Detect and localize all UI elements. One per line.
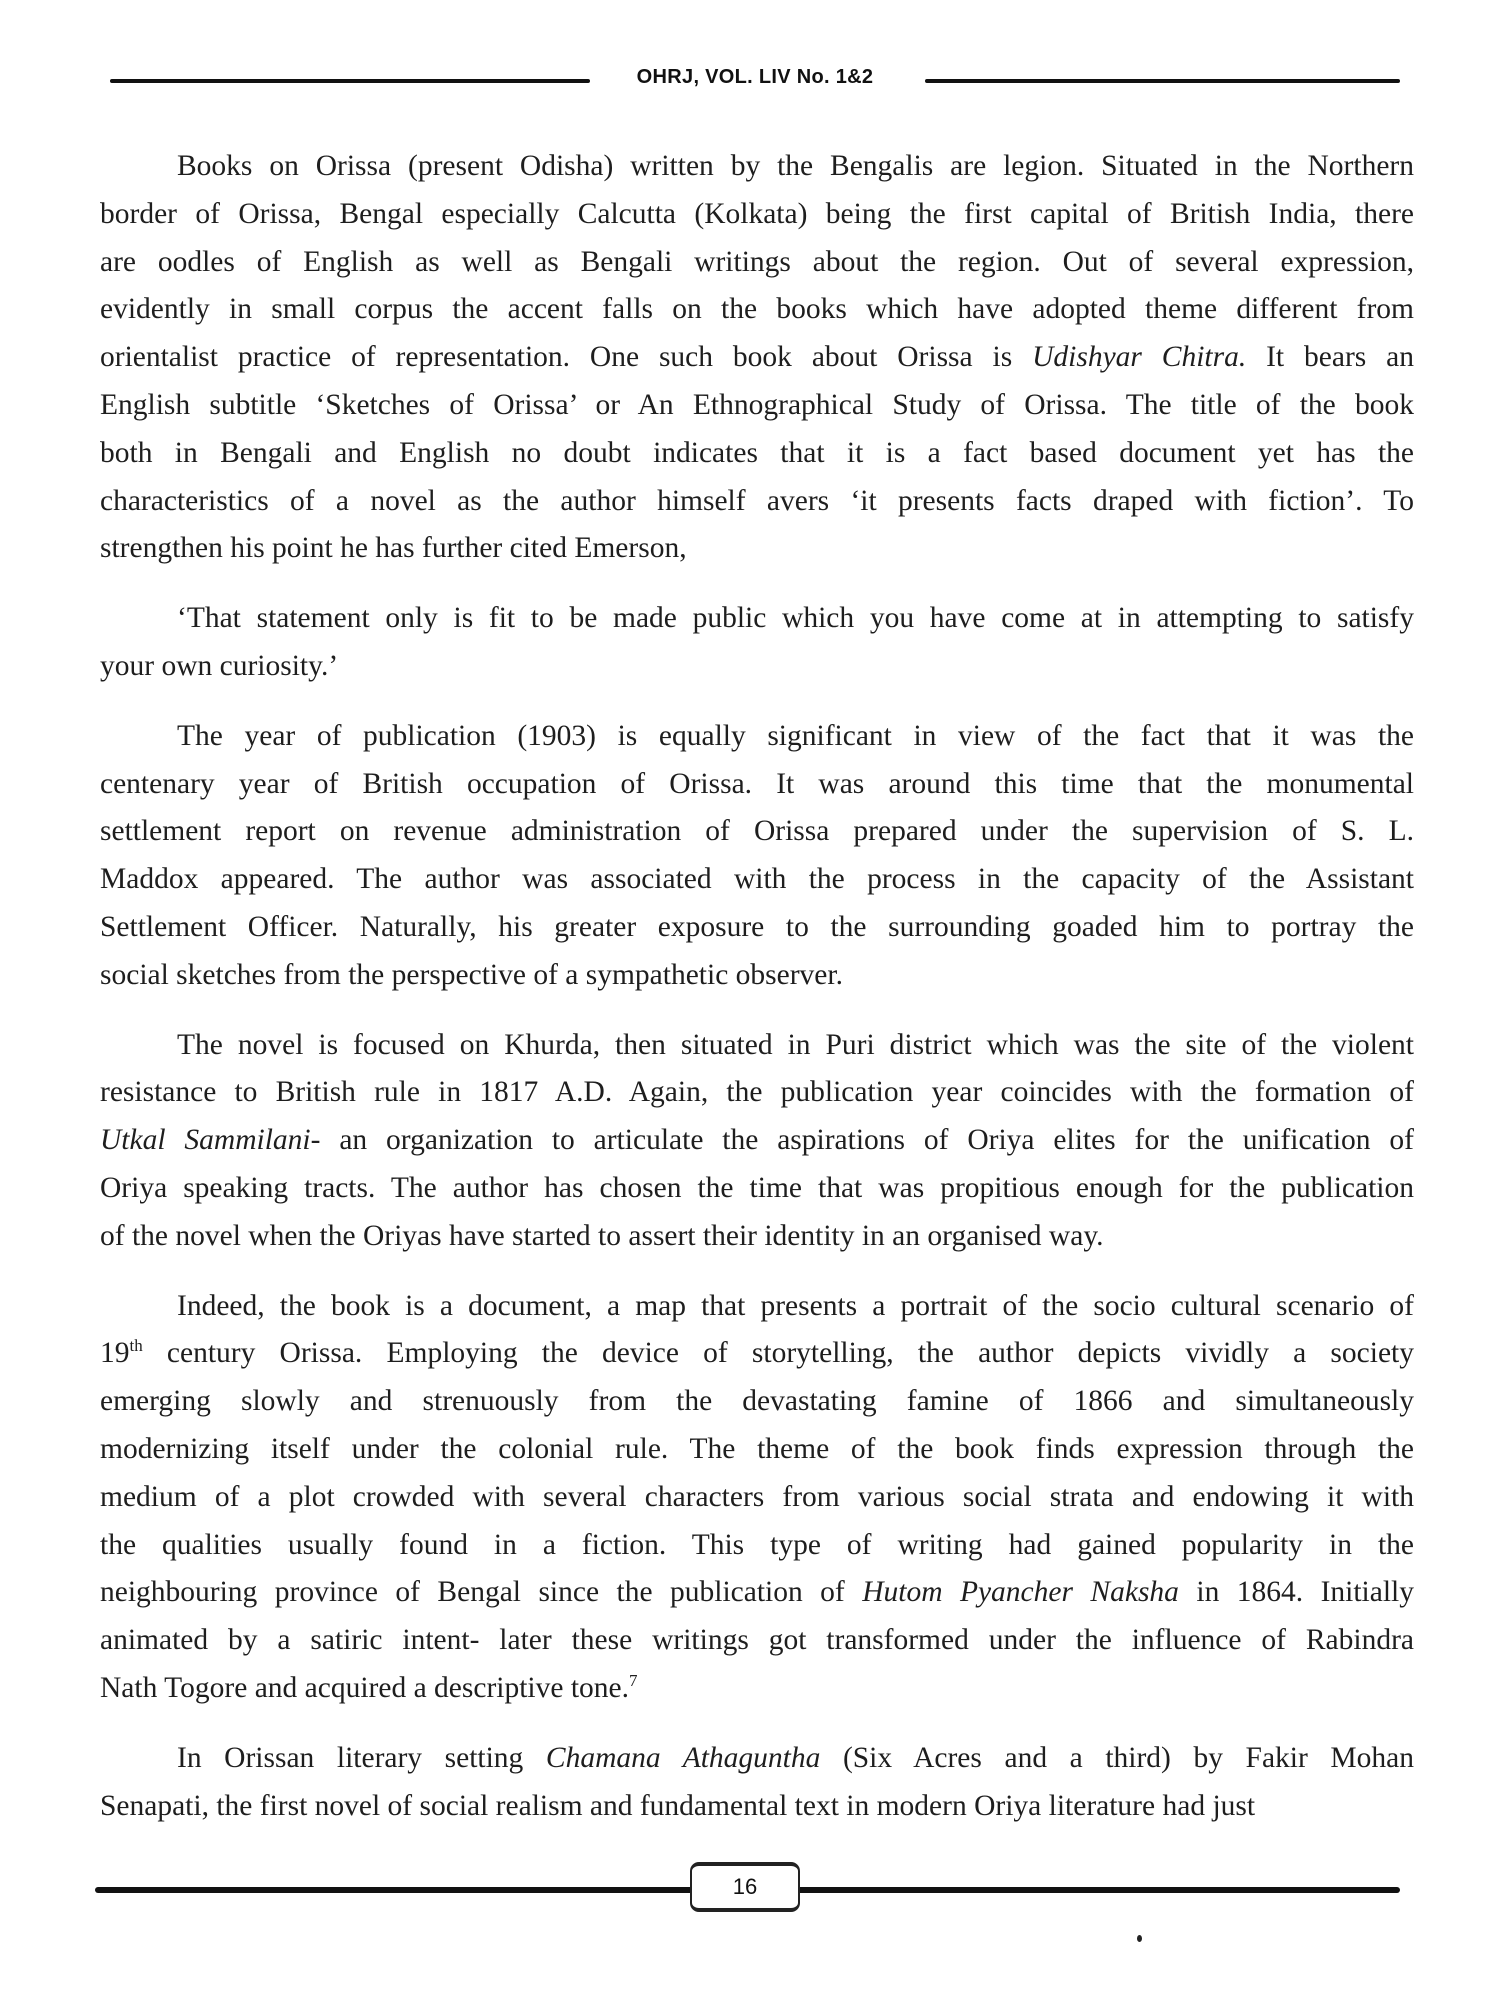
text-run: evidently in small corpus the accent falls on the books which have adopted theme different from: [100, 293, 1414, 326]
text-run: (Six Acres and a third) by Fakir Mohan: [820, 1741, 1414, 1774]
text-line: [100, 1426, 1414, 1474]
text-run: orientalist practice of representation. One such book about Orissa is: [100, 341, 1033, 374]
text-run: modernizing itself under the colonial rule. The theme of the book finds expression through the: [100, 1432, 1414, 1465]
text-run: The novel is focused on Khurda, then situated in Puri district which was the site of the violent: [177, 1028, 1414, 1061]
text-run: are oodles of English as well as Bengali writings about the region. Out of several expression,: [100, 245, 1414, 278]
text-line: [100, 904, 1414, 952]
text-line: [100, 191, 1414, 239]
superscript: 7: [629, 1671, 638, 1691]
text-line: [100, 856, 1414, 904]
italic-title: Udishyar Chitra.: [1032, 341, 1247, 374]
text-line: [100, 143, 1414, 191]
article-body: [100, 143, 1414, 1852]
text-run: both in Bengali and English no doubt indicates that it is a fact based document yet has the: [100, 436, 1414, 469]
text-run: Senapati, the first novel of social realism and fundamental text in modern Oriya literature had just: [100, 1789, 1256, 1822]
paragraph: [100, 143, 1414, 573]
text-line: [100, 478, 1414, 526]
text-line: [100, 808, 1414, 856]
footer-rule-left: [95, 1887, 695, 1893]
text-line: [100, 430, 1414, 478]
italic-title: Chamana Athaguntha: [545, 1741, 821, 1774]
footer-rule-right: [795, 1887, 1400, 1893]
text-line: [100, 1522, 1414, 1570]
text-run: medium of a plot crowded with several characters from various social strata and endowing it with: [100, 1480, 1414, 1513]
header-rule-left: [110, 79, 590, 83]
text-run: The year of publication (1903) is equally significant in view of the fact that it was the: [177, 719, 1414, 752]
text-run: centenary year of British occupation of Orissa. It was around this time that the monumental: [100, 767, 1414, 800]
text-line: [100, 1378, 1414, 1426]
text-run: strengthen his point he has further cited Emerson,: [100, 532, 687, 565]
text-line: [100, 1117, 1414, 1165]
text-run: border of Orissa, Bengal especially Calcutta (Kolkata) being the first capital of British India, there: [100, 197, 1414, 230]
text-line: [100, 1617, 1414, 1665]
text-line: [100, 643, 1414, 691]
text-run: neighbouring province of Bengal since the publication of: [100, 1576, 863, 1609]
italic-title: Utkal Sammilani: [100, 1124, 311, 1157]
text-run: In Orissan literary setting: [177, 1741, 546, 1774]
text-line: [100, 286, 1414, 334]
text-line: [100, 1665, 1414, 1713]
text-run: your own curiosity.’: [100, 649, 339, 682]
text-run: English subtitle ‘Sketches of Orissa’ or An Ethnographical Study of Orissa. The title of the book: [100, 388, 1414, 421]
text-line: [100, 1213, 1414, 1261]
text-run: social sketches from the perspective of a sympathetic observer.: [100, 958, 843, 991]
text-run: century Orissa. Employing the device of storytelling, the author depicts vividly a society: [142, 1337, 1414, 1370]
text-line: [100, 1735, 1414, 1783]
running-header: OHRJ, VOL. LIV No. 1&2: [636, 66, 874, 88]
text-line: [100, 1165, 1414, 1213]
text-run: the qualities usually found in a fiction. This type of writing had gained popularity in the: [100, 1528, 1414, 1561]
paragraph: [100, 1022, 1414, 1261]
header-rule-right: [925, 79, 1400, 83]
text-run: ‘That statement only is fit to be made public which you have come at in attempting to satisfy: [177, 602, 1414, 635]
text-line: [100, 595, 1414, 643]
text-run: Oriya speaking tracts. The author has chosen the time that was propitious enough for the publication: [100, 1171, 1414, 1204]
paragraph: [100, 713, 1414, 1000]
text-line: [100, 952, 1414, 1000]
text-run: Nath Togore and acquired a descriptive tone.: [100, 1671, 630, 1704]
text-line: [100, 1022, 1414, 1070]
text-line: [100, 1283, 1414, 1331]
text-run: resistance to British rule in 1817 A.D. Again, the publication year coincides with the formation of: [100, 1076, 1414, 1109]
text-line: [100, 382, 1414, 430]
text-run: Indeed, the book is a document, a map that presents a portrait of the socio cultural scenario of: [177, 1289, 1414, 1322]
page-number: 16: [690, 1862, 800, 1912]
text-run: of the novel when the Oriyas have started to assert their identity in an organised way.: [100, 1219, 1104, 1252]
text-line: [100, 713, 1414, 761]
text-run: in 1864. Initially: [1178, 1576, 1414, 1609]
text-run: - an organization to articulate the aspirations of Oriya elites for the unification of: [310, 1124, 1414, 1157]
text-run: animated by a satiric intent- later these writings got transformed under the influence of Rabindra: [100, 1624, 1414, 1657]
superscript: th: [129, 1336, 143, 1356]
text-run: settlement report on revenue administration of Orissa prepared under the supervision of S. L.: [100, 815, 1414, 848]
text-line: [100, 334, 1414, 382]
text-line: [100, 1330, 1414, 1378]
text-run: emerging slowly and strenuously from the devastating famine of 1866 and simultaneously: [100, 1385, 1414, 1418]
text-run: Maddox appeared. The author was associated with the process in the capacity of the Assistant: [100, 863, 1414, 896]
text-line: [100, 1569, 1414, 1617]
text-line: [100, 1474, 1414, 1522]
text-line: [100, 1069, 1414, 1117]
text-run: Books on Orissa (present Odisha) written by the Bengalis are legion. Situated in the Northern: [177, 150, 1414, 182]
text-line: [100, 1783, 1414, 1831]
paragraph: [100, 1283, 1414, 1713]
text-run: characteristics of a novel as the author himself avers ‘it presents facts draped with fiction’. To: [100, 484, 1414, 517]
italic-title: Hutom Pyancher Naksha: [862, 1576, 1179, 1609]
text-line: [100, 525, 1414, 573]
text-line: [100, 761, 1414, 809]
text-run: 19: [100, 1337, 130, 1370]
scan-speck: [1137, 1935, 1142, 1942]
paragraph: [100, 1735, 1414, 1831]
paragraph: [100, 595, 1414, 691]
text-run: Settlement Officer. Naturally, his greater exposure to the surrounding goaded him to portray the: [100, 910, 1414, 943]
text-run: It bears an: [1246, 341, 1414, 374]
text-line: [100, 239, 1414, 287]
